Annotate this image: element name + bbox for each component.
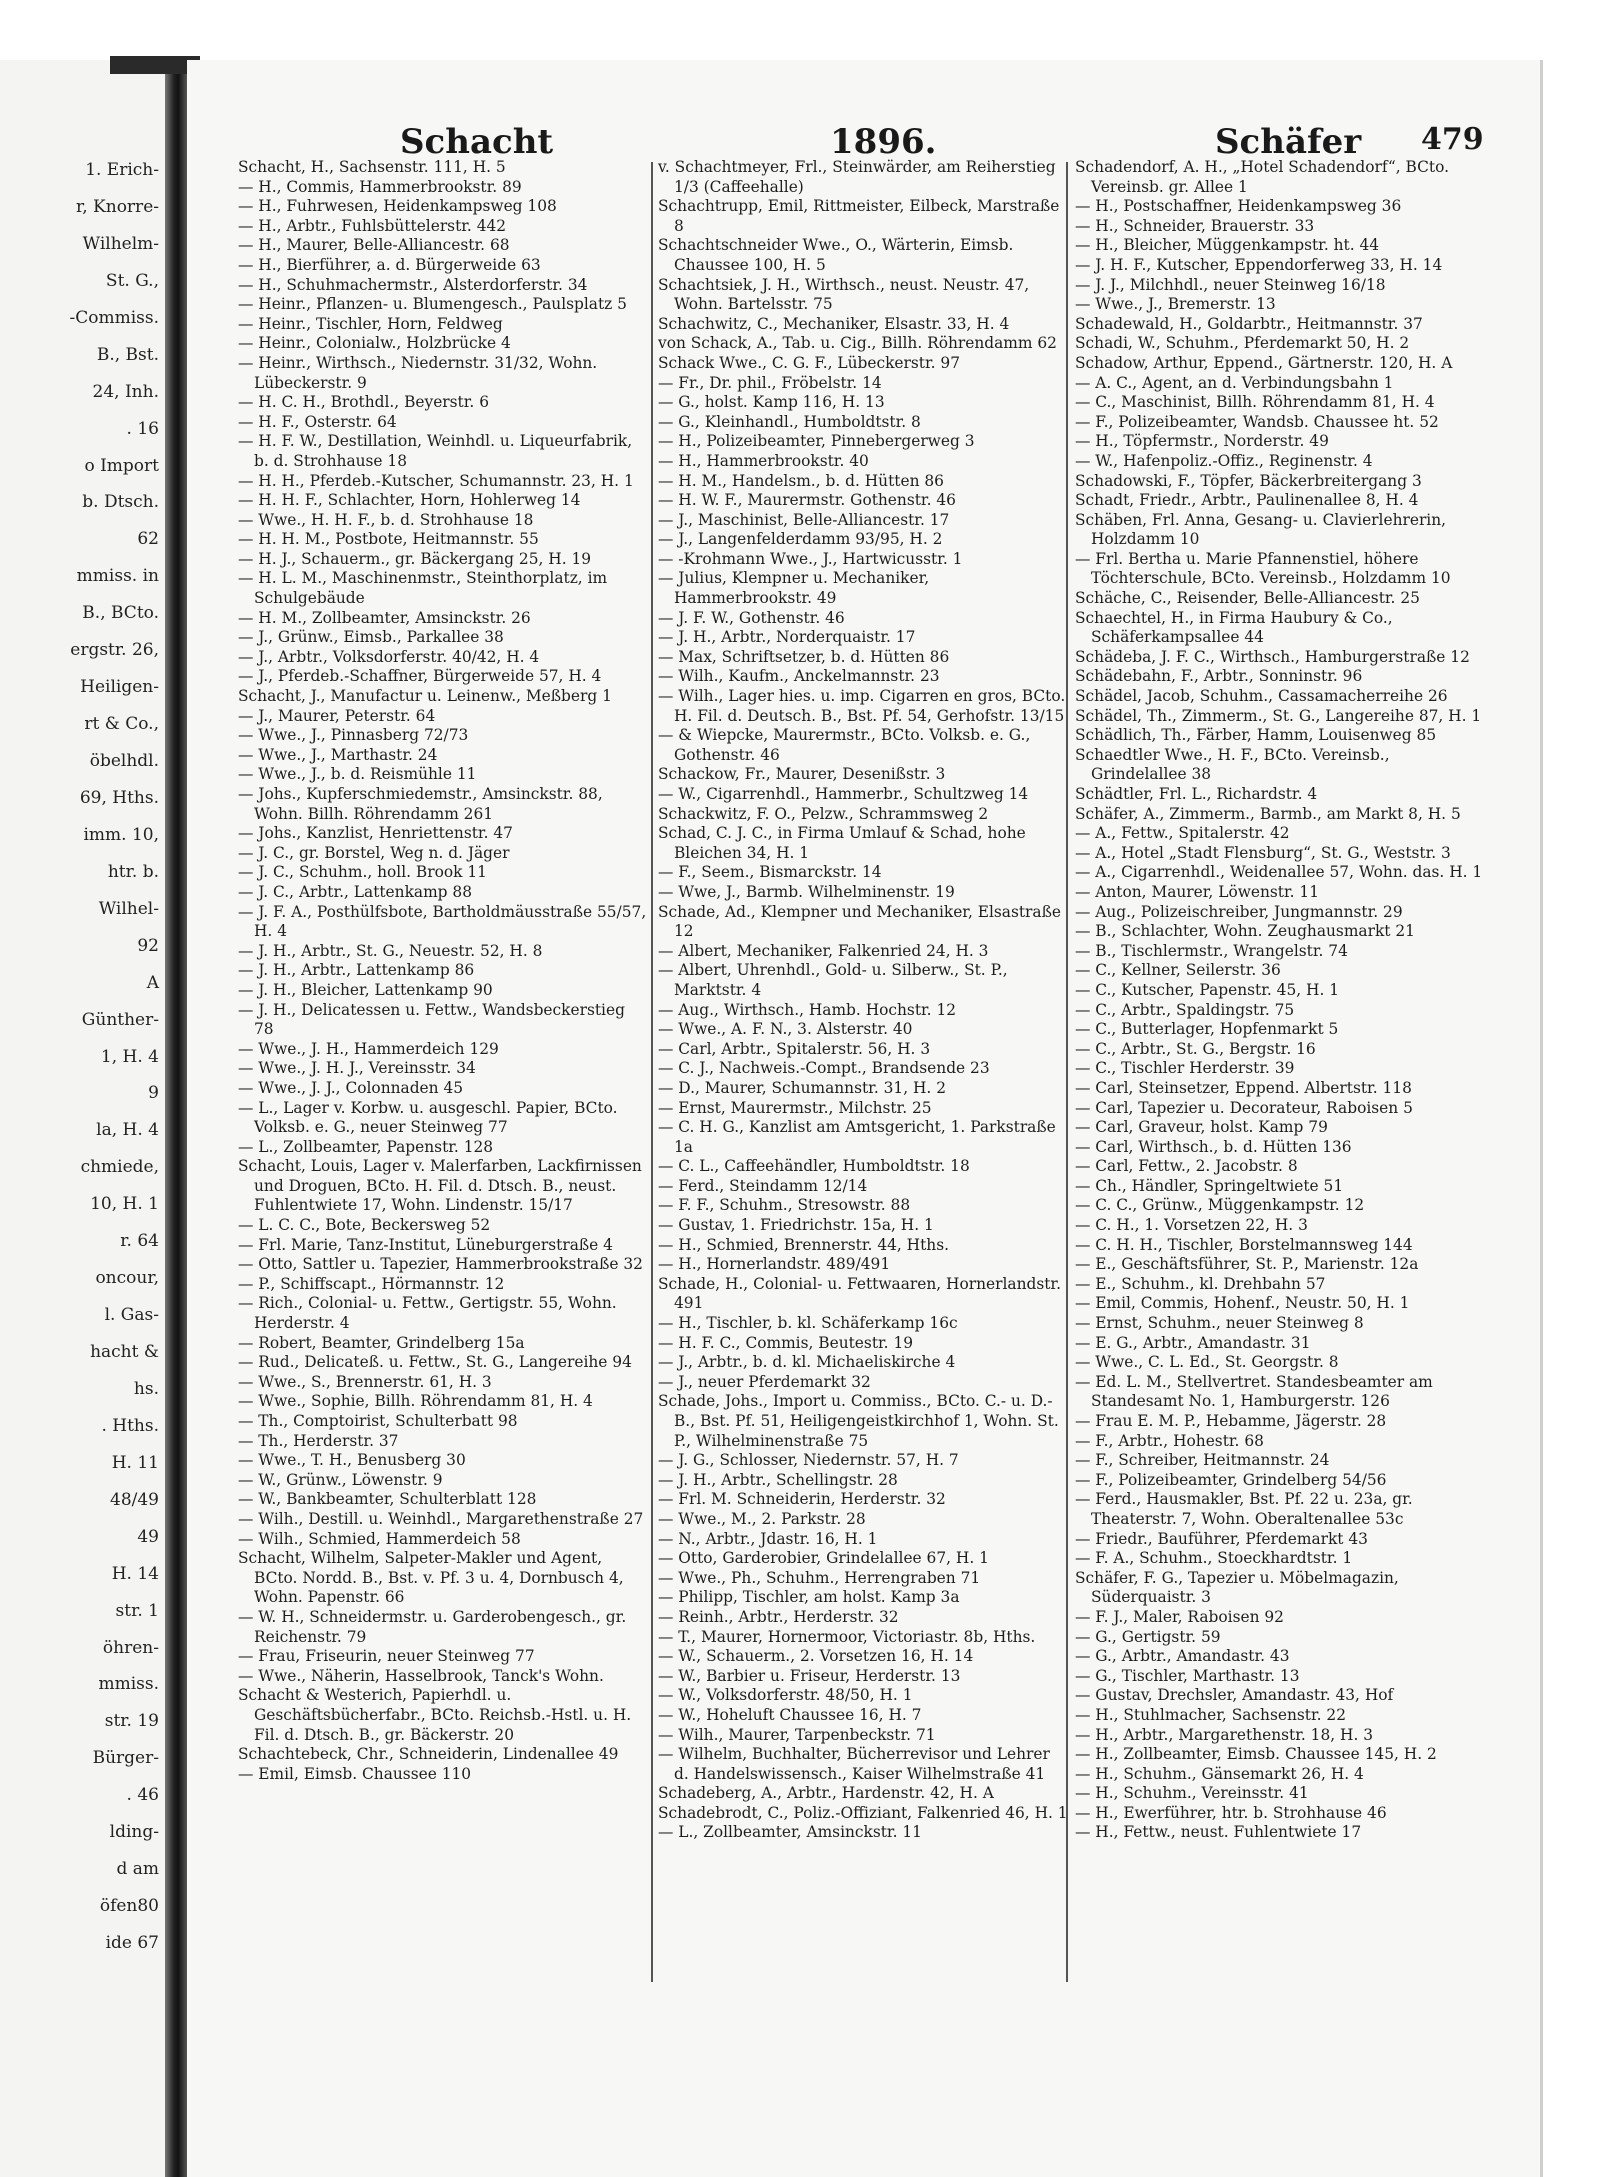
left-page-text: ide 67 — [105, 1933, 159, 1953]
directory-entry: — J. C., gr. Borstel, Weg n. d. Jäger — [238, 843, 510, 862]
left-page-text: 62 — [137, 529, 159, 549]
directory-entry: — J., Pferdeb.-Schaffner, Bürgerweide 57, H. 4 — [238, 667, 602, 686]
directory-entry: — H., Polizeibeamter, Pinnebergerweg 3 — [658, 432, 975, 451]
directory-entry: — A., Hotel „Stadt Flensburg“, St. G., Weststr. 3 — [1075, 843, 1451, 862]
directory-entry: Schackwitz, F. O., Pelzw., Schrammsweg 2 — [658, 804, 989, 823]
directory-entry: — A., Cigarrenhdl., Weidenallee 57, Wohn. das. H. 1 — [1075, 863, 1483, 882]
directory-entry: — W., Bankbeamter, Schulterblatt 128 — [238, 1490, 537, 1509]
directory-entry: — Wilh., Lager hies. u. imp. Cigarren en gros, BCto. H. Fil. d. Deutsch. B., Bst. Pf. 54, Gerhofstr. 13/15 — [658, 687, 1066, 725]
column-rule — [651, 162, 653, 1982]
directory-entry: — Heinr., Tischler, Horn, Feldweg — [238, 314, 503, 333]
directory-entry: Schacht, Louis, Lager v. Malerfarben, Lackfirnissen und Droguen, BCto. H. Fil. d. Dtsch. B., neust. Fuhlentwiete 17, Wohn. Lindenstr. 15/17 — [238, 1157, 642, 1215]
directory-entry: von Schack, A., Tab. u. Cig., Billh. Röhrendamm 62 — [658, 334, 1057, 353]
directory-entry: Schack Wwe., C. G. F., Lübeckerstr. 97 — [658, 353, 960, 372]
directory-entry: — Carl, Graveur, holst. Kamp 79 — [1075, 1118, 1328, 1137]
directory-entry: — C. L., Caffeehändler, Humboldtstr. 18 — [658, 1157, 970, 1176]
left-page-text: . 46 — [126, 1785, 159, 1805]
directory-entry: — G., Gertigstr. 59 — [1075, 1627, 1221, 1646]
left-page-text: B., BCto. — [82, 603, 159, 623]
directory-entry: — Carl, Tapezier u. Decorateur, Raboisen 5 — [1075, 1098, 1413, 1117]
directory-entry: — Ferd., Hausmakler, Bst. Pf. 22 u. 23a, gr. Theaterstr. 7, Wohn. Oberaltenallee 53c — [1075, 1490, 1413, 1528]
directory-entry: — H., Stuhlmacher, Sachsenstr. 22 — [1075, 1705, 1347, 1724]
directory-entry: Schachtebeck, Chr., Schneiderin, Lindenallee 49 — [238, 1745, 619, 1764]
directory-entry: Schadendorf, A. H., „Hotel Schadendorf“, BCto. Vereinsb. gr. Allee 1 — [1075, 158, 1449, 196]
directory-entry: — Wilhelm, Buchhalter, Bücherrevisor und Lehrer d. Handelswissensch., Kaiser Wilhelmstraße 41 — [658, 1745, 1050, 1783]
directory-entry: — N., Arbtr., Jdastr. 16, H. 1 — [658, 1529, 878, 1548]
directory-entry: — L., Lager v. Korbw. u. ausgeschl. Papier, BCto. Volksb. e. G., neuer Steinweg 77 — [238, 1098, 618, 1137]
left-page-text: 1. Erich- — [85, 160, 159, 180]
directory-entry: — Wilh., Maurer, Tarpenbeckstr. 71 — [658, 1725, 936, 1744]
directory-entry: — Gustav, 1. Friedrichstr. 15a, H. 1 — [658, 1216, 934, 1235]
left-page-text: Wilhelm- — [82, 234, 159, 254]
directory-entry: Schaedtler Wwe., H. F., BCto. Vereinsb., Grindelallee 38 — [1075, 745, 1390, 784]
left-page-text: öbelhdl. — [89, 751, 159, 771]
left-page-text: 10, H. 1 — [90, 1194, 159, 1214]
directory-entry: — Th., Herderstr. 37 — [238, 1431, 399, 1450]
left-page-fragment — [0, 60, 165, 2177]
directory-entry: Schachwitz, C., Mechaniker, Elsastr. 33, H. 4 — [658, 314, 1010, 333]
directory-entry: — H., Ewerführer, htr. b. Strohhause 46 — [1075, 1803, 1387, 1822]
directory-entry: — J., Maschinist, Belle-Alliancestr. 17 — [658, 510, 950, 529]
directory-entry: — H., Schneider, Brauerstr. 33 — [1075, 216, 1315, 235]
directory-entry: — J., neuer Pferdemarkt 32 — [658, 1372, 871, 1391]
left-page-text: 48/49 — [110, 1490, 159, 1510]
directory-entry: — Frau E. M. P., Hebamme, Jägerstr. 28 — [1075, 1412, 1387, 1430]
directory-entry: — C., Tischler Herderstr. 39 — [1075, 1059, 1295, 1078]
directory-entry: — H. H. M., Postbote, Heitmannstr. 55 — [238, 530, 539, 549]
directory-entry: — J. F. A., Posthülfsbote, Bartholdmäusstraße 55/57, H. 4 — [238, 902, 647, 941]
left-page-text: Bürger- — [92, 1748, 159, 1768]
directory-entry: — Wwe., J. H. J., Vereinsstr. 34 — [238, 1059, 476, 1078]
directory-entry: — H., Schuhmachermstr., Alsterdorferstr. 34 — [238, 275, 588, 294]
directory-entry: — F., Schreiber, Heitmannstr. 24 — [1075, 1451, 1330, 1470]
directory-entry: — Ch., Händler, Springeltwiete 51 — [1075, 1176, 1344, 1195]
directory-entry: — J. F. W., Gothenstr. 46 — [658, 608, 845, 627]
right-margin — [1548, 60, 1600, 2177]
left-page-text: H. 11 — [111, 1453, 159, 1473]
directory-entry: — H., Arbtr., Fuhlsbüttelerstr. 442 — [238, 216, 507, 235]
directory-entry: — P., Schiffscapt., Hörmannstr. 12 — [238, 1274, 505, 1293]
directory-entry: Schade, Ad., Klempner und Mechaniker, Elsastraße 12 — [658, 902, 1061, 941]
directory-entry: — F. J., Maler, Raboisen 92 — [1075, 1607, 1284, 1626]
directory-entry: — H. W. F., Maurermstr. Gothenstr. 46 — [658, 491, 956, 510]
directory-entry: — E., Geschäftsführer, St. P., Marienstr. 12a — [1075, 1255, 1419, 1274]
directory-entry: — W., Cigarrenhdl., Hammerbr., Schultzweg 14 — [658, 785, 1029, 803]
left-page-text: chmiede, — [80, 1157, 159, 1177]
directory-entry: — Wwe., S., Brennerstr. 61, H. 3 — [238, 1372, 492, 1391]
directory-entry: — Heinr., Colonialw., Holzbrücke 4 — [238, 334, 511, 353]
directory-entry: — Albert, Mechaniker, Falkenried 24, H. 3 — [658, 941, 989, 960]
directory-entry: — Carl, Steinsetzer, Eppend. Albertstr. 118 — [1075, 1078, 1412, 1097]
directory-entry: — B., Tischlermstr., Wrangelstr. 74 — [1075, 941, 1348, 960]
directory-entry: — W., Hoheluft Chaussee 16, H. 7 — [658, 1705, 922, 1724]
directory-entry: Schacht, J., Manufactur u. Leinenw., Meßberg 1 — [238, 687, 612, 706]
left-page-text: d am — [116, 1859, 159, 1879]
directory-entry: — Wwe., J., Bremerstr. 13 — [1075, 295, 1276, 314]
directory-entry: — B., Schlachter, Wohn. Zeughausmarkt 21 — [1075, 922, 1415, 941]
running-head-year: 1896. — [830, 122, 937, 162]
directory-entry: — Wwe., J. H., Hammerdeich 129 — [238, 1039, 499, 1058]
directory-entry: — J. H., Arbtr., Lattenkamp 86 — [238, 961, 475, 980]
left-page-text: öfen80 — [99, 1896, 159, 1916]
directory-entry: Schadewald, H., Goldarbtr., Heitmannstr. 37 — [1075, 314, 1423, 333]
directory-entry: Schädeba, J. F. C., Wirthsch., Hamburgerstraße 12 — [1075, 647, 1470, 666]
directory-entry: — J., Arbtr., Volksdorferstr. 40/42, H. 4 — [238, 647, 540, 666]
directory-entry: — Wilh., Kaufm., Anckelmannstr. 23 — [658, 667, 940, 686]
directory-entry: — C., Kellner, Seilerstr. 36 — [1075, 961, 1281, 980]
left-page-text: r, Knorre- — [75, 197, 159, 217]
page-number: 479 — [1421, 122, 1484, 157]
left-page-text: la, H. 4 — [96, 1120, 159, 1140]
left-page-text: str. 19 — [104, 1711, 159, 1731]
directory-entry: Schädel, Jacob, Schuhm., Cassamacherreihe 26 — [1075, 687, 1448, 706]
directory-entry: Schad, C. J. C., in Firma Umlauf & Schad, hohe Bleichen 34, H. 1 — [658, 824, 1026, 862]
directory-entry: — Carl, Arbtr., Spitalerstr. 56, H. 3 — [658, 1039, 931, 1058]
directory-entry: — Wwe., C. L. Ed., St. Georgstr. 8 — [1075, 1353, 1339, 1372]
directory-entry: — Wwe., J., b. d. Reismühle 11 — [238, 765, 477, 784]
directory-entry: — H., Töpfermstr., Norderstr. 49 — [1075, 432, 1329, 451]
directory-entry: Schäfer, A., Zimmerm., Barmb., am Markt 8, H. 5 — [1075, 804, 1461, 823]
directory-entry: — Wwe., J., Pinnasberg 72/73 — [238, 726, 469, 745]
directory-entry: — J. H. F., Kutscher, Eppendorferweg 33, H. 14 — [1075, 255, 1443, 274]
directory-entry: — Wwe., T. H., Benusberg 30 — [238, 1451, 466, 1470]
directory-entry: Schaechtel, H., in Firma Haubury & Co., Schäferkampsallee 44 — [1075, 608, 1393, 647]
left-page-text: 1, H. 4 — [100, 1047, 159, 1067]
directory-entry: — Aug., Wirthsch., Hamb. Hochstr. 12 — [658, 1000, 957, 1019]
book-spine — [165, 60, 187, 2177]
directory-entry: — H., Tischler, b. kl. Schäferkamp 16c — [658, 1314, 958, 1333]
left-page-text: b. Dtsch. — [82, 492, 159, 512]
directory-entry: — Carl, Wirthsch., b. d. Hütten 136 — [1075, 1137, 1352, 1156]
directory-entry: Schade, Johs., Import u. Commiss., BCto. C.- u. D.-B., Bst. Pf. 51, Heiligengeistkirchhof 1, Wohn. St. P., Wilhelminenstraße 75 — [658, 1392, 1059, 1450]
left-page-text: hacht & — [90, 1342, 159, 1362]
directory-entry: — Julius, Klempner u. Mechaniker, Hammerbrookstr. 49 — [658, 569, 930, 608]
directory-entry: — H., Bierführer, a. d. Bürgerweide 63 — [238, 255, 541, 274]
directory-entry: — Rud., Delicateß. u. Fettw., St. G., Langereihe 94 — [238, 1353, 632, 1372]
directory-entry: — F., Polizeibeamter, Grindelberg 54/56 — [1075, 1470, 1387, 1489]
directory-entry: Schadowski, F., Töpfer, Bäckerbreitergang 3 — [1075, 471, 1422, 490]
directory-entry: — F., Polizeibeamter, Wandsb. Chaussee ht. 52 — [1075, 412, 1439, 431]
directory-entry: — Frau, Friseurin, neuer Steinweg 77 — [238, 1647, 535, 1666]
directory-entry: Schadow, Arthur, Eppend., Gärtnerstr. 120, H. A — [1075, 353, 1453, 372]
directory-entry: — W., Hafenpoliz.-Offiz., Reginenstr. 4 — [1075, 451, 1373, 470]
directory-entry: Schacht & Westerich, Papierhdl. u. Geschäftsbücherfabr., BCto. Reichsb.-Hstl. u. H. Fil. d. Dtsch. B., gr. Bäckerstr. 20 — [238, 1686, 632, 1744]
directory-entry: — C., Arbtr., Spaldingstr. 75 — [1075, 1000, 1295, 1019]
directory-entry: — H. J., Schauerm., gr. Bäckergang 25, H. 19 — [238, 549, 592, 568]
directory-entry: — Anton, Maurer, Löwenstr. 11 — [1075, 882, 1320, 901]
directory-entry: — Max, Schriftsetzer, b. d. Hütten 86 — [658, 647, 950, 666]
directory-entry: — Wwe., J. J., Colonnaden 45 — [238, 1078, 464, 1097]
directory-entry: — C., Kutscher, Papenstr. 45, H. 1 — [1075, 980, 1340, 999]
directory-entry: — Robert, Beamter, Grindelberg 15a — [238, 1333, 525, 1352]
directory-entry: — H., Maurer, Belle-Alliancestr. 68 — [238, 236, 510, 255]
left-page-text: mmiss. in — [76, 566, 159, 586]
left-page-text: r. 64 — [120, 1231, 159, 1251]
directory-entry: — G., Tischler, Marthastr. 13 — [1075, 1666, 1300, 1685]
directory-entry: Schacht, H., Sachsenstr. 111, H. 5 — [238, 158, 506, 176]
left-page-text: öhren- — [102, 1638, 159, 1658]
directory-entry: — H., Zollbeamter, Eimsb. Chaussee 145, H. 2 — [1075, 1745, 1437, 1764]
directory-entry: — H., Hornerlandstr. 489/491 — [658, 1255, 891, 1274]
running-head-left: Schacht — [400, 122, 554, 162]
directory-entry: — Wilh., Destill. u. Weinhdl., Margarethenstraße 27 — [238, 1509, 644, 1528]
directory-entry: — Frl. Bertha u. Marie Pfannenstiel, höhere Töchterschule, BCto. Vereinsb., Holzdamm 10 — [1075, 549, 1451, 588]
directory-entry: — E. G., Arbtr., Amandastr. 31 — [1075, 1333, 1311, 1352]
directory-entry: — Wwe., H. H. F., b. d. Strohhause 18 — [238, 510, 534, 529]
directory-entry: — G., Arbtr., Amandastr. 43 — [1075, 1647, 1290, 1666]
directory-entry: Schadt, Friedr., Arbtr., Paulinenallee 8, H. 4 — [1075, 491, 1419, 510]
directory-entry: — H. M., Handelsm., b. d. Hütten 86 — [658, 471, 944, 490]
directory-entry: — Th., Comptoirist, Schulterbatt 98 — [238, 1412, 518, 1430]
left-page-text: 69, Hths. — [79, 788, 159, 808]
directory-entry: Schachtrupp, Emil, Rittmeister, Eilbeck, Marstraße 8 — [658, 197, 1060, 235]
directory-entry: — H., Schuhm., Vereinsstr. 41 — [1075, 1784, 1309, 1803]
directory-entry: — Wwe., J., Marthastr. 24 — [238, 745, 438, 764]
left-page-text: str. 1 — [115, 1601, 159, 1621]
left-page-text: Wilhel- — [98, 899, 159, 919]
directory-entry: — H., Fuhrwesen, Heidenkampsweg 108 — [238, 197, 557, 216]
directory-entry: — Fr., Dr. phil., Fröbelstr. 14 — [658, 373, 882, 392]
directory-entry: — Wilh., Schmied, Hammerdeich 58 — [238, 1529, 521, 1548]
left-page-text: lding- — [109, 1822, 159, 1842]
directory-entry: — -Krohmann Wwe., J., Hartwicusstr. 1 — [658, 549, 963, 568]
running-head-right: Schäfer — [1215, 122, 1362, 162]
left-page-text: A — [146, 973, 159, 993]
directory-entry: — W., Schauerm., 2. Vorsetzen 16, H. 14 — [658, 1647, 974, 1666]
directory-entry: — H. F., Osterstr. 64 — [238, 412, 397, 431]
directory-entry: Schachtschneider Wwe., O., Wärterin, Eimsb. Chaussee 100, H. 5 — [658, 236, 1014, 274]
left-page-text: o Import — [84, 456, 159, 476]
directory-entry: — C. J., Nachweis.-Compt., Brandsende 23 — [658, 1059, 990, 1078]
directory-entry: — Heinr., Wirthsch., Niedernstr. 31/32, Wohn. Lübeckerstr. 9 — [238, 353, 598, 392]
left-page-text: -Commiss. — [69, 308, 159, 328]
directory-entry: Schäben, Frl. Anna, Gesang- u. Clavierlehrerin, Holzdamm 10 — [1075, 510, 1447, 549]
directory-entry: — G., Kleinhandl., Humboldtstr. 8 — [658, 412, 921, 431]
directory-entry: — Frl. M. Schneiderin, Herderstr. 32 — [658, 1490, 946, 1509]
top-margin — [0, 0, 1600, 60]
directory-entry: Schädebahn, F., Arbtr., Sonninstr. 96 — [1075, 667, 1363, 686]
column-middle — [658, 158, 1068, 1843]
directory-entry: — W., Volksdorferstr. 48/50, H. 1 — [658, 1686, 913, 1705]
column-left — [238, 158, 648, 1784]
directory-entry: — H. M., Zollbeamter, Amsinckstr. 26 — [238, 608, 531, 627]
left-page-text: mmiss. — [98, 1674, 159, 1694]
directory-entry: — L., Zollbeamter, Amsinckstr. 11 — [658, 1823, 922, 1842]
directory-entry: — Albert, Uhrenhdl., Gold- u. Silberw., St. P., Marktstr. 4 — [658, 961, 1008, 999]
directory-entry: — C., Butterlager, Hopfenmarkt 5 — [1075, 1020, 1339, 1039]
directory-entry: — Heinr., Pflanzen- u. Blumengesch., Paulsplatz 5 — [238, 295, 627, 314]
left-page-text: 92 — [137, 936, 159, 956]
left-page-text: . Hths. — [101, 1416, 159, 1436]
page-edge — [1540, 60, 1543, 2177]
directory-entry: Schachtsiek, J. H., Wirthsch., neust. Neustr. 47, Wohn. Bartelsstr. 75 — [658, 275, 1030, 314]
directory-entry: — W., Barbier u. Friseur, Herderstr. 13 — [658, 1666, 961, 1685]
directory-entry: — H., Postschaffner, Heidenkampsweg 36 — [1075, 197, 1402, 216]
directory-entry: Schadi, W., Schuhm., Pferdemarkt 50, H. 2 — [1075, 334, 1410, 353]
directory-entry: — Otto, Sattler u. Tapezier, Hammerbrookstraße 32 — [238, 1255, 643, 1274]
directory-entry: — Wwe, J., Barmb. Wilhelminenstr. 19 — [658, 882, 955, 901]
directory-entry: — J. H., Arbtr., Schellingstr. 28 — [658, 1470, 898, 1489]
directory-entry: Schackow, Fr., Maurer, Desenißstr. 3 — [658, 765, 946, 784]
directory-entry: — D., Maurer, Schumannstr. 31, H. 2 — [658, 1078, 946, 1097]
directory-entry: — Otto, Garderobier, Grindelallee 67, H. 1 — [658, 1549, 989, 1568]
left-page-text: St. G., — [105, 271, 159, 291]
directory-entry: — C., Arbtr., St. G., Bergstr. 16 — [1075, 1039, 1316, 1058]
directory-entry: — Rich., Colonial- u. Fettw., Gertigstr. 55, Wohn. Herderstr. 4 — [238, 1294, 617, 1333]
directory-entry: — E., Schuhm., kl. Drehbahn 57 — [1075, 1274, 1326, 1293]
directory-entry: — Ernst, Schuhm., neuer Steinweg 8 — [1075, 1314, 1364, 1333]
directory-entry: — J., Grünw., Eimsb., Parkallee 38 — [238, 628, 504, 647]
directory-entry: — H. C. H., Brothdl., Beyerstr. 6 — [238, 393, 489, 412]
directory-entry: — J. G., Schlosser, Niedernstr. 57, H. 7 — [658, 1451, 959, 1470]
directory-entry: Schädel, Th., Zimmerm., St. G., Langereihe 87, H. 1 — [1075, 706, 1482, 725]
directory-entry: — H., Fettw., neust. Fuhlentwiete 17 — [1075, 1823, 1362, 1842]
directory-entry: — J. C., Schuhm., holl. Brook 11 — [238, 863, 487, 882]
directory-entry: — Emil, Eimsb. Chaussee 110 — [238, 1764, 472, 1783]
directory-entry: — A. C., Agent, an d. Verbindungsbahn 1 — [1075, 373, 1394, 392]
directory-entry: — Johs., Kupferschmiedemstr., Amsinckstr. 88, Wohn. Billh. Röhrendamm 261 — [238, 785, 603, 823]
directory-entry: Schäfer, F. G., Tapezier u. Möbelmagazin, Süderquaistr. 3 — [1075, 1568, 1399, 1607]
directory-entry: — Frl. Marie, Tanz-Institut, Lüneburgerstraße 4 — [238, 1235, 613, 1254]
directory-entry: — H., Schuhm., Gänsemarkt 26, H. 4 — [1075, 1764, 1364, 1783]
directory-entry: — Aug., Polizeischreiber, Jungmannstr. 29 — [1075, 902, 1403, 921]
directory-entry: — Ernst, Maurermstr., Milchstr. 25 — [658, 1098, 932, 1117]
directory-entry: — Philipp, Tischler, am holst. Kamp 3a — [658, 1588, 960, 1607]
directory-entry: — J. H., Arbtr., Norderquaistr. 17 — [658, 628, 916, 647]
directory-entry: — Emil, Commis, Hohenf., Neustr. 50, H. 1 — [1075, 1294, 1410, 1313]
directory-entry: — J. J., Milchhdl., neuer Steinweg 16/18 — [1075, 275, 1386, 294]
directory-entry: Schadeberg, A., Arbtr., Hardenstr. 42, H. A — [658, 1784, 994, 1803]
directory-entry: — L. C. C., Bote, Beckersweg 52 — [238, 1216, 491, 1235]
left-page-text: ergstr. 26, — [70, 640, 159, 660]
directory-entry: — H., Commis, Hammerbrookstr. 89 — [238, 177, 522, 196]
directory-entry: Schadebrodt, C., Poliz.-Offiziant, Falkenried 46, H. 1 — [658, 1803, 1068, 1822]
left-page-text: 9 — [148, 1083, 159, 1103]
directory-entry: — H. F. C., Commis, Beutestr. 19 — [658, 1333, 914, 1352]
directory-entry: — F., Seem., Bismarckstr. 14 — [658, 863, 882, 882]
column-right — [1075, 158, 1485, 1843]
directory-entry: — Johs., Kanzlist, Henriettenstr. 47 — [238, 824, 513, 843]
directory-entry: — Wwe., Sophie, Billh. Röhrendamm 81, H. 4 — [238, 1392, 593, 1411]
directory-entry: — C. H., 1. Vorsetzen 22, H. 3 — [1075, 1216, 1308, 1235]
directory-entry: — Carl, Fettw., 2. Jacobstr. 8 — [1075, 1157, 1298, 1176]
left-page-text: imm. 10, — [83, 825, 159, 845]
directory-entry: — Wwe., A. F. N., 3. Alsterstr. 40 — [658, 1020, 913, 1039]
directory-entry: — H. H., Pferdeb.-Kutscher, Schumannstr. 23, H. 1 — [238, 471, 634, 490]
directory-entry: Schädtler, Frl. L., Richardstr. 4 — [1075, 785, 1318, 803]
directory-entry: — F. A., Schuhm., Stoeckhardtstr. 1 — [1075, 1549, 1353, 1568]
directory-entry: — Gustav, Drechsler, Amandastr. 43, Hof — [1075, 1686, 1394, 1705]
directory-entry: Schäche, C., Reisender, Belle-Alliancestr. 25 — [1075, 589, 1420, 608]
left-page-text: H. 14 — [111, 1564, 159, 1584]
left-page-text: Günther- — [81, 1010, 159, 1030]
directory-entry: — Ferd., Steindamm 12/14 — [658, 1176, 868, 1195]
directory-entry: — C. H. G., Kanzlist am Amtsgericht, 1. Parkstraße 1a — [658, 1118, 1056, 1156]
left-page-text: Heiligen- — [80, 677, 159, 697]
directory-entry: — Wwe., Näherin, Hasselbrook, Tanck's Wohn. — [238, 1666, 604, 1685]
directory-entry: — Reinh., Arbtr., Herderstr. 32 — [658, 1607, 899, 1626]
directory-entry: — W., Grünw., Löwenstr. 9 — [238, 1470, 443, 1489]
left-page-text: hs. — [133, 1379, 159, 1399]
directory-entry: — H., Arbtr., Margarethenstr. 18, H. 3 — [1075, 1725, 1374, 1744]
directory-entry: — J. H., Bleicher, Lattenkamp 90 — [238, 980, 493, 999]
directory-entry: Schädlich, Th., Färber, Hamm, Louisenweg 85 — [1075, 726, 1437, 745]
left-page-text: B., Bst. — [96, 345, 159, 365]
directory-entry: — A., Fettw., Spitalerstr. 42 — [1075, 824, 1290, 843]
directory-entry: — G., holst. Kamp 116, H. 13 — [658, 393, 885, 412]
directory-entry: — F., Arbtr., Hohestr. 68 — [1075, 1431, 1264, 1450]
directory-entry: — Wwe., M., 2. Parkstr. 28 — [658, 1509, 866, 1528]
left-page-text: htr. b. — [107, 862, 159, 882]
directory-entry: v. Schachtmeyer, Frl., Steinwärder, am Reiherstieg 1/3 (Caffeehalle) — [658, 158, 1056, 196]
directory-entry: Schade, H., Colonial- u. Fettwaaren, Hornerlandstr. 491 — [658, 1274, 1061, 1313]
directory-entry: — Ed. L. M., Stellvertret. Standesbeamter am Standesamt No. 1, Hamburgerstr. 126 — [1075, 1372, 1433, 1411]
left-page-text: . 16 — [126, 419, 159, 439]
left-page-text: oncour, — [95, 1268, 159, 1288]
directory-entry: — C. H. H., Tischler, Borstelmannsweg 144 — [1075, 1235, 1413, 1254]
directory-entry: — H. H. F., Schlachter, Horn, Hohlerweg 14 — [238, 491, 581, 510]
directory-entry: — J. H., Delicatessen u. Fettw., Wandsbeckerstieg 78 — [238, 1000, 625, 1039]
directory-entry: — Friedr., Bauführer, Pferdemarkt 43 — [1075, 1529, 1368, 1548]
directory-entry: — J. C., Arbtr., Lattenkamp 88 — [238, 882, 473, 901]
directory-entry: — L., Zollbeamter, Papenstr. 128 — [238, 1137, 494, 1156]
directory-entry: — H. L. M., Maschinenmstr., Steinthorplatz, im Schulgebäude — [238, 569, 608, 608]
directory-entry: — H., Bleicher, Müggenkampstr. ht. 44 — [1075, 236, 1380, 255]
directory-entry: — J., Arbtr., b. d. kl. Michaeliskirche 4 — [658, 1353, 956, 1372]
directory-entry: — J., Maurer, Peterstr. 64 — [238, 706, 436, 725]
directory-entry: — T., Maurer, Hornermoor, Victoriastr. 8b, Hths. — [658, 1627, 1036, 1646]
directory-entry: — C. C., Grünw., Müggenkampstr. 12 — [1075, 1196, 1365, 1215]
directory-entry: — J. H., Arbtr., St. G., Neuestr. 52, H. 8 — [238, 941, 543, 960]
directory-entry: — & Wiepcke, Maurermstr., BCto. Volksb. e. G., Gothenstr. 46 — [658, 726, 1031, 764]
directory-entry: — H., Schmied, Brennerstr. 44, Hths. — [658, 1235, 949, 1254]
left-page-text: 49 — [137, 1527, 159, 1547]
directory-entry: — C., Maschinist, Billh. Röhrendamm 81, H. 4 — [1075, 393, 1435, 412]
left-page-text: rt & Co., — [84, 714, 159, 734]
directory-entry: — F. F., Schuhm., Stresowstr. 88 — [658, 1196, 911, 1215]
directory-entry: — H., Hammerbrookstr. 40 — [658, 451, 869, 470]
left-page-text: 24, Inh. — [92, 382, 159, 402]
directory-entry: — W. H., Schneidermstr. u. Garderobengesch., gr. Reichenstr. 79 — [238, 1607, 627, 1646]
directory-entry: — H. F. W., Destillation, Weinhdl. u. Liqueurfabrik, b. d. Strohhause 18 — [238, 432, 633, 470]
directory-entry: — J., Langenfelderdamm 93/95, H. 2 — [658, 530, 943, 549]
directory-entry: Schacht, Wilhelm, Salpeter-Makler und Agent, BCto. Nordd. B., Bst. v. Pf. 3 u. 4, Dornbusch 4, Wohn. Papenstr. 66 — [238, 1549, 624, 1607]
directory-entry: — Wwe., Ph., Schuhm., Herrengraben 71 — [658, 1568, 981, 1587]
left-page-text: l. Gas- — [104, 1305, 159, 1325]
